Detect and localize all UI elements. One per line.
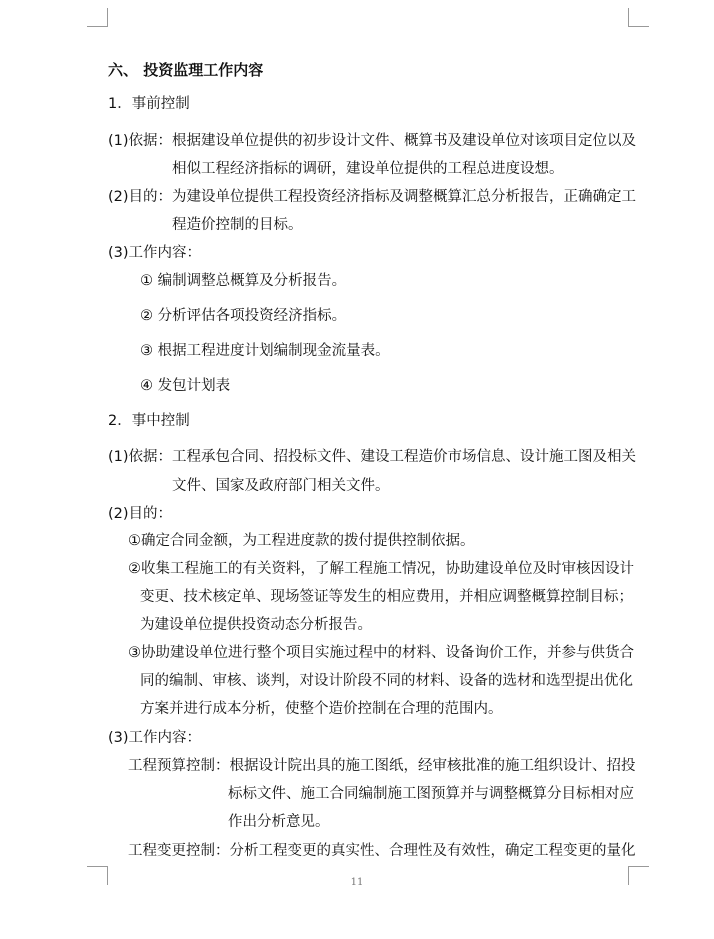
- sec2-basis-line2: 文件、国家及政府部门相关文件。: [172, 478, 390, 494]
- sec1-basis-line2: 相似工程经济指标的调研，建设单位提供的工程总进度设想。: [172, 161, 564, 177]
- sec2-change-line1: 工程变更控制：分析工程变更的真实性、合理性及有效性，确定工程变更的量化: [128, 843, 636, 859]
- sec2-budget-line2: 标标文件、施工合同编制施工图预算并与调整概算分目标相对应: [228, 786, 634, 802]
- sec1-title: 1．事前控制: [108, 96, 190, 112]
- sec1-purpose-line1: (2)目的：为建设单位提供工程投资经济指标及调整概算汇总分析报告，正确确定工: [108, 189, 637, 205]
- crop-mark-top-right: [628, 8, 649, 27]
- sec2-purpose-2-line1: ②收集工程施工的有关资料，了解工程施工情况，协助建设单位及时审核因设计: [128, 561, 634, 577]
- sec2-title: 2．事中控制: [108, 413, 190, 429]
- sec2-content-title: (3)工作内容：: [108, 730, 202, 746]
- crop-mark-top-left: [87, 8, 108, 27]
- sec1-content-title: (3)工作内容：: [108, 245, 202, 261]
- sec1-item-3: ③ 根据工程进度计划编制现金流量表。: [140, 343, 390, 359]
- sec2-purpose-3-line1: ③协助建设单位进行整个项目实施过程中的材料、设备询价工作，并参与供货合: [128, 645, 634, 661]
- sec1-purpose-line2: 程造价控制的目标。: [172, 217, 303, 233]
- sec2-purpose-3-line2: 同的编制、审核、谈判，对设计阶段不同的材料、设备的选材和选型提出优化: [140, 673, 633, 689]
- sec2-purpose-3-line3: 方案并进行成本分析，使整个造价控制在合理的范围内。: [140, 701, 503, 717]
- sec2-basis-line1: (1)依据：工程承包合同、招投标文件、建设工程造价市场信息、设计施工图及相关: [108, 449, 637, 465]
- page-number: 11: [350, 877, 364, 888]
- sec2-purpose-1: ①确定合同金额，为工程进度款的拨付提供控制依据。: [128, 533, 475, 549]
- sec2-purpose-title: (2)目的：: [108, 506, 173, 522]
- sec2-budget-line3: 作出分析意见。: [228, 814, 330, 830]
- sec1-item-1: ① 编制调整总概算及分析报告。: [140, 273, 347, 289]
- sec2-purpose-2-line2: 变更、技术核定单、现场签证等发生的相应费用，并相应调整概算控制目标；: [140, 589, 633, 605]
- sec1-item-2: ② 分析评估各项投资经济指标。: [140, 308, 347, 324]
- sec1-basis-line1: (1)依据：根据建设单位提供的初步设计文件、概算书及建设单位对该项目定位以及: [108, 133, 637, 149]
- sec2-budget-line1: 工程预算控制：根据设计院出具的施工图纸，经审核批准的施工组织设计、招投: [128, 758, 636, 774]
- sec2-purpose-2-line3: 为建设单位提供投资动态分析报告。: [140, 617, 372, 633]
- section-heading: 六、 投资监理工作内容: [108, 61, 264, 79]
- sec1-item-4: ④ 发包计划表: [140, 378, 231, 394]
